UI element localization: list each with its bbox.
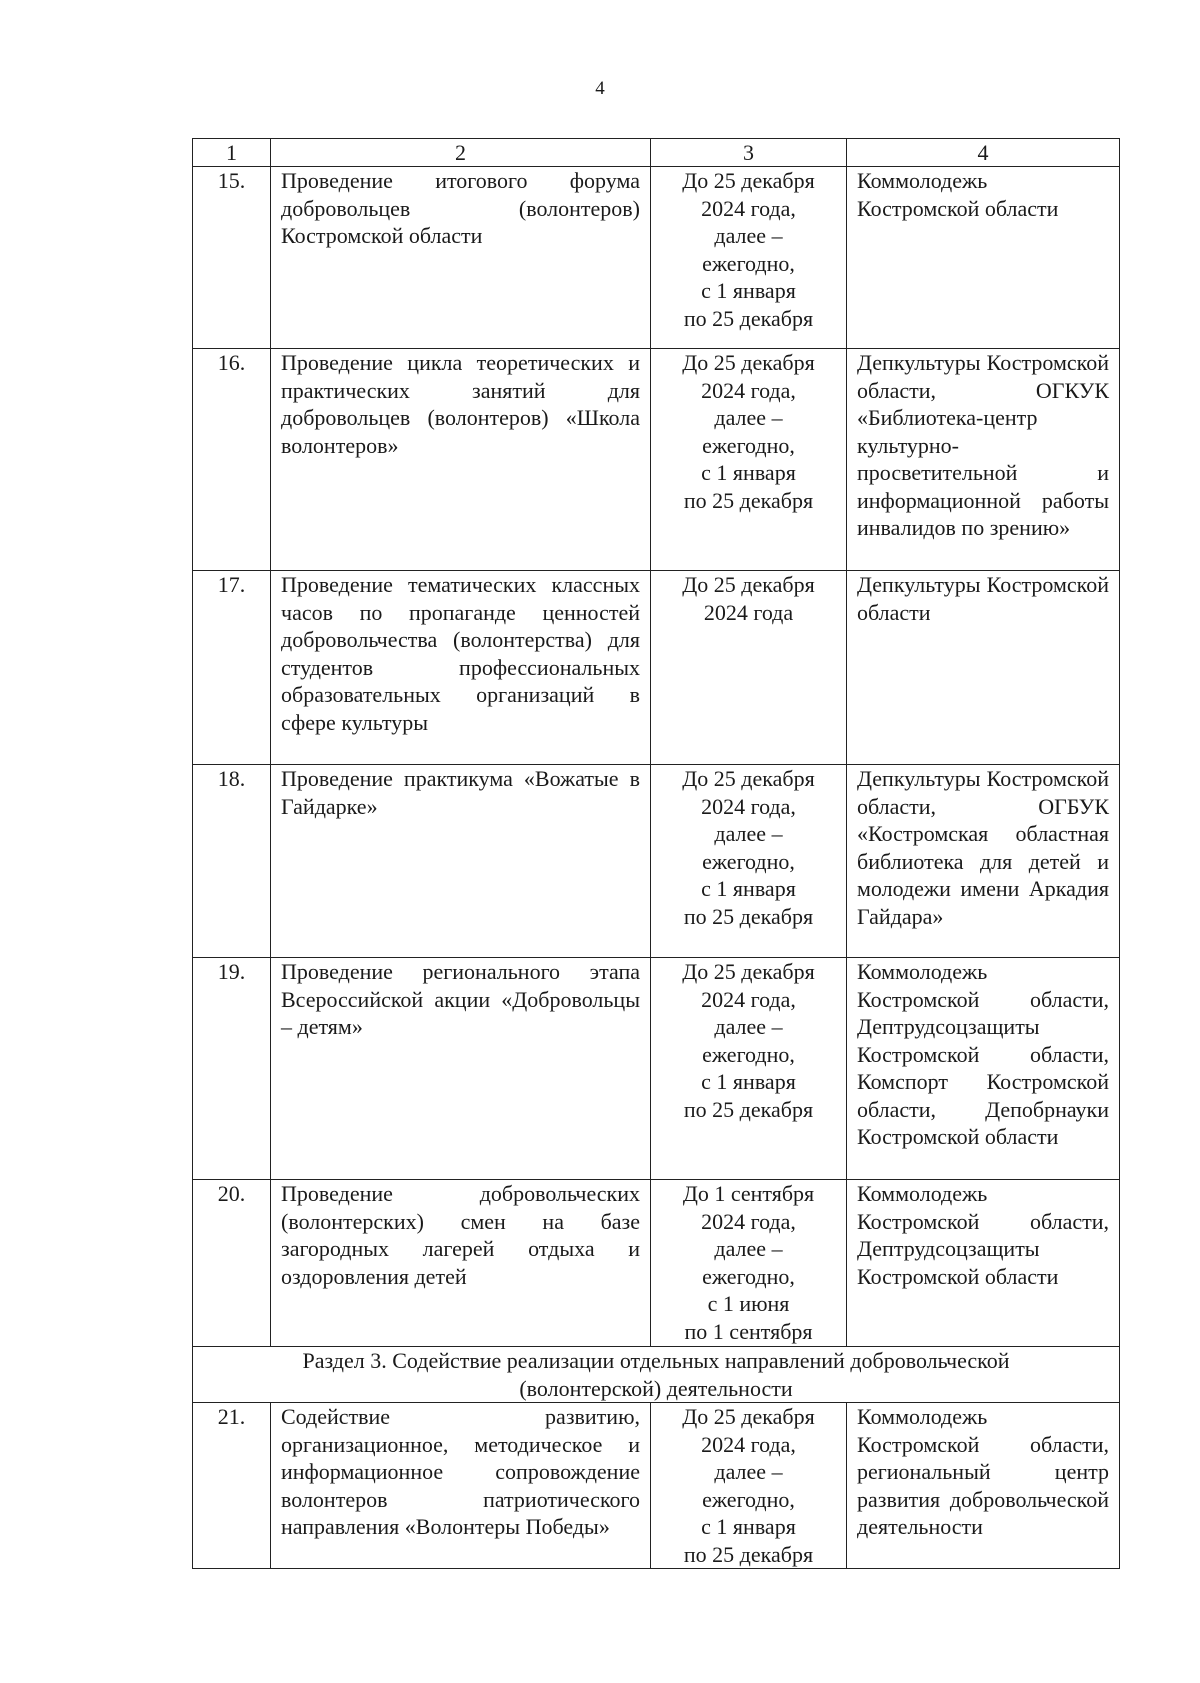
row-number: 20. (193, 1180, 271, 1347)
deadline-line: 2024 года, (701, 986, 796, 1012)
table-row (193, 349, 1120, 571)
table-row (193, 1180, 1120, 1347)
section-row (193, 1347, 1120, 1403)
row-number: 21. (193, 1403, 271, 1569)
column-header: 1 (193, 139, 271, 167)
deadline-line: ежегодно, (702, 848, 795, 874)
page-number: 4 (595, 78, 605, 99)
deadline-line: ежегодно, (702, 432, 795, 458)
deadline-line: по 25 декабря (683, 1096, 814, 1122)
table-row (193, 958, 1120, 1180)
deadline-line: по 1 сентября (684, 1318, 813, 1344)
deadline-line: 2024 года, (701, 1431, 796, 1457)
event-cell: Проведение регионального этапа Всероссийской акции «Добровольцы – детям» (271, 958, 651, 1180)
deadline-line: До 25 декабря (682, 350, 815, 375)
column-header: 2 (271, 139, 651, 167)
responsible-cell: Коммолодежь Костромской области, Дептрудсоцзащиты Костромской области (847, 1180, 1120, 1347)
deadline-line: До 25 декабря (682, 766, 815, 791)
event-cell: Проведение цикла теоретических и практических занятий для добровольцев (волонтеров) «Школа волонтеров» (271, 349, 651, 571)
events-table (192, 138, 1120, 1569)
deadline-cell (651, 167, 847, 349)
deadline-line: далее – (714, 223, 783, 248)
table-row (193, 765, 1120, 958)
event-cell: Проведение тематических классных часов по пропаганде ценностей добровольчества (волонтерства) для студентов профессиональных образовательных организаций в сфере культуры (271, 571, 651, 765)
section-heading: Раздел 3. Содействие реализации отдельных направлений добровольческой (волонтерской) деятельности (193, 1347, 1120, 1403)
event-cell: Проведение практикума «Вожатые в Гайдарке» (271, 765, 651, 958)
row-number: 18. (193, 765, 271, 958)
table-row (193, 167, 1120, 349)
row-number: 17. (193, 571, 271, 765)
deadline-line: ежегодно, (702, 1263, 795, 1289)
deadline-line: ежегодно, (702, 1486, 795, 1512)
responsible-cell: Коммолодежь Костромской области, Дептрудсоцзащиты Костромской области, Комспорт Костромской области, Депобрнауки Костромской области (847, 958, 1120, 1180)
deadline-line: по 25 декабря (683, 903, 814, 929)
deadline-line: далее – (714, 405, 783, 430)
responsible-cell: Депкультуры Костромской области, ОГБУК «Костромская областная библиотека для детей и молодежи имени Аркадия Гайдара» (847, 765, 1120, 958)
deadline-line: 2024 года (703, 599, 794, 625)
table-header-row (193, 139, 1120, 167)
responsible-cell: Депкультуры Костромской области (847, 571, 1120, 765)
deadline-line: далее – (714, 1459, 783, 1484)
responsible-cell: Депкультуры Костромской области, ОГКУК «Библиотека-центр культурно-просветительной и информационной работы инвалидов по зрению» (847, 349, 1120, 571)
responsible-cell: Коммолодежь Костромской области, региональный центр развития добровольческой деятельности (847, 1403, 1120, 1569)
responsible-cell: Коммолодежь Костромской области (847, 167, 1120, 349)
deadline-line: с 1 января (701, 460, 796, 485)
row-number: 16. (193, 349, 271, 571)
deadline-cell (651, 765, 847, 958)
row-number: 19. (193, 958, 271, 1180)
deadline-line: с 1 января (701, 876, 796, 901)
deadline-line: далее – (714, 821, 783, 846)
deadline-line: До 25 декабря (682, 1404, 815, 1429)
deadline-line: с 1 января (701, 278, 796, 303)
row-number: 15. (193, 167, 271, 349)
event-cell: Содействие развитию, организационное, методическое и информационное сопровождение волонтеров патриотического направления «Волонтеры Победы» (271, 1403, 651, 1569)
event-cell: Проведение итогового форума добровольцев (волонтеров) Костромской области (271, 167, 651, 349)
deadline-line: ежегодно, (702, 250, 795, 276)
event-cell: Проведение добровольческих (волонтерских) смен на базе загородных лагерей отдыха и оздоровления детей (271, 1180, 651, 1347)
deadline-line: ежегодно, (702, 1041, 795, 1067)
table-row (193, 571, 1120, 765)
deadline-line: До 25 декабря (682, 168, 815, 193)
deadline-cell (651, 349, 847, 571)
deadline-line: 2024 года, (701, 377, 796, 403)
deadline-line: по 25 декабря (683, 305, 814, 331)
deadline-cell (651, 1180, 847, 1347)
column-header: 3 (651, 139, 847, 167)
deadline-line: с 1 января (701, 1514, 796, 1539)
deadline-line: с 1 июня (707, 1291, 790, 1316)
deadline-line: До 25 декабря (682, 959, 815, 984)
deadline-cell (651, 1403, 847, 1569)
deadline-line: по 25 декабря (683, 1541, 814, 1567)
deadline-line: далее – (714, 1014, 783, 1039)
deadline-line: с 1 января (701, 1069, 796, 1094)
column-header: 4 (847, 139, 1120, 167)
deadline-line: далее – (714, 1236, 783, 1261)
deadline-line: 2024 года, (701, 793, 796, 819)
table-row (193, 1403, 1120, 1569)
deadline-cell (651, 571, 847, 765)
deadline-cell (651, 958, 847, 1180)
deadline-line: по 25 декабря (683, 487, 814, 513)
deadline-line: До 25 декабря (682, 572, 815, 597)
deadline-line: 2024 года, (701, 195, 796, 221)
deadline-line: 2024 года, (701, 1208, 796, 1234)
deadline-line: До 1 сентября (682, 1181, 815, 1206)
